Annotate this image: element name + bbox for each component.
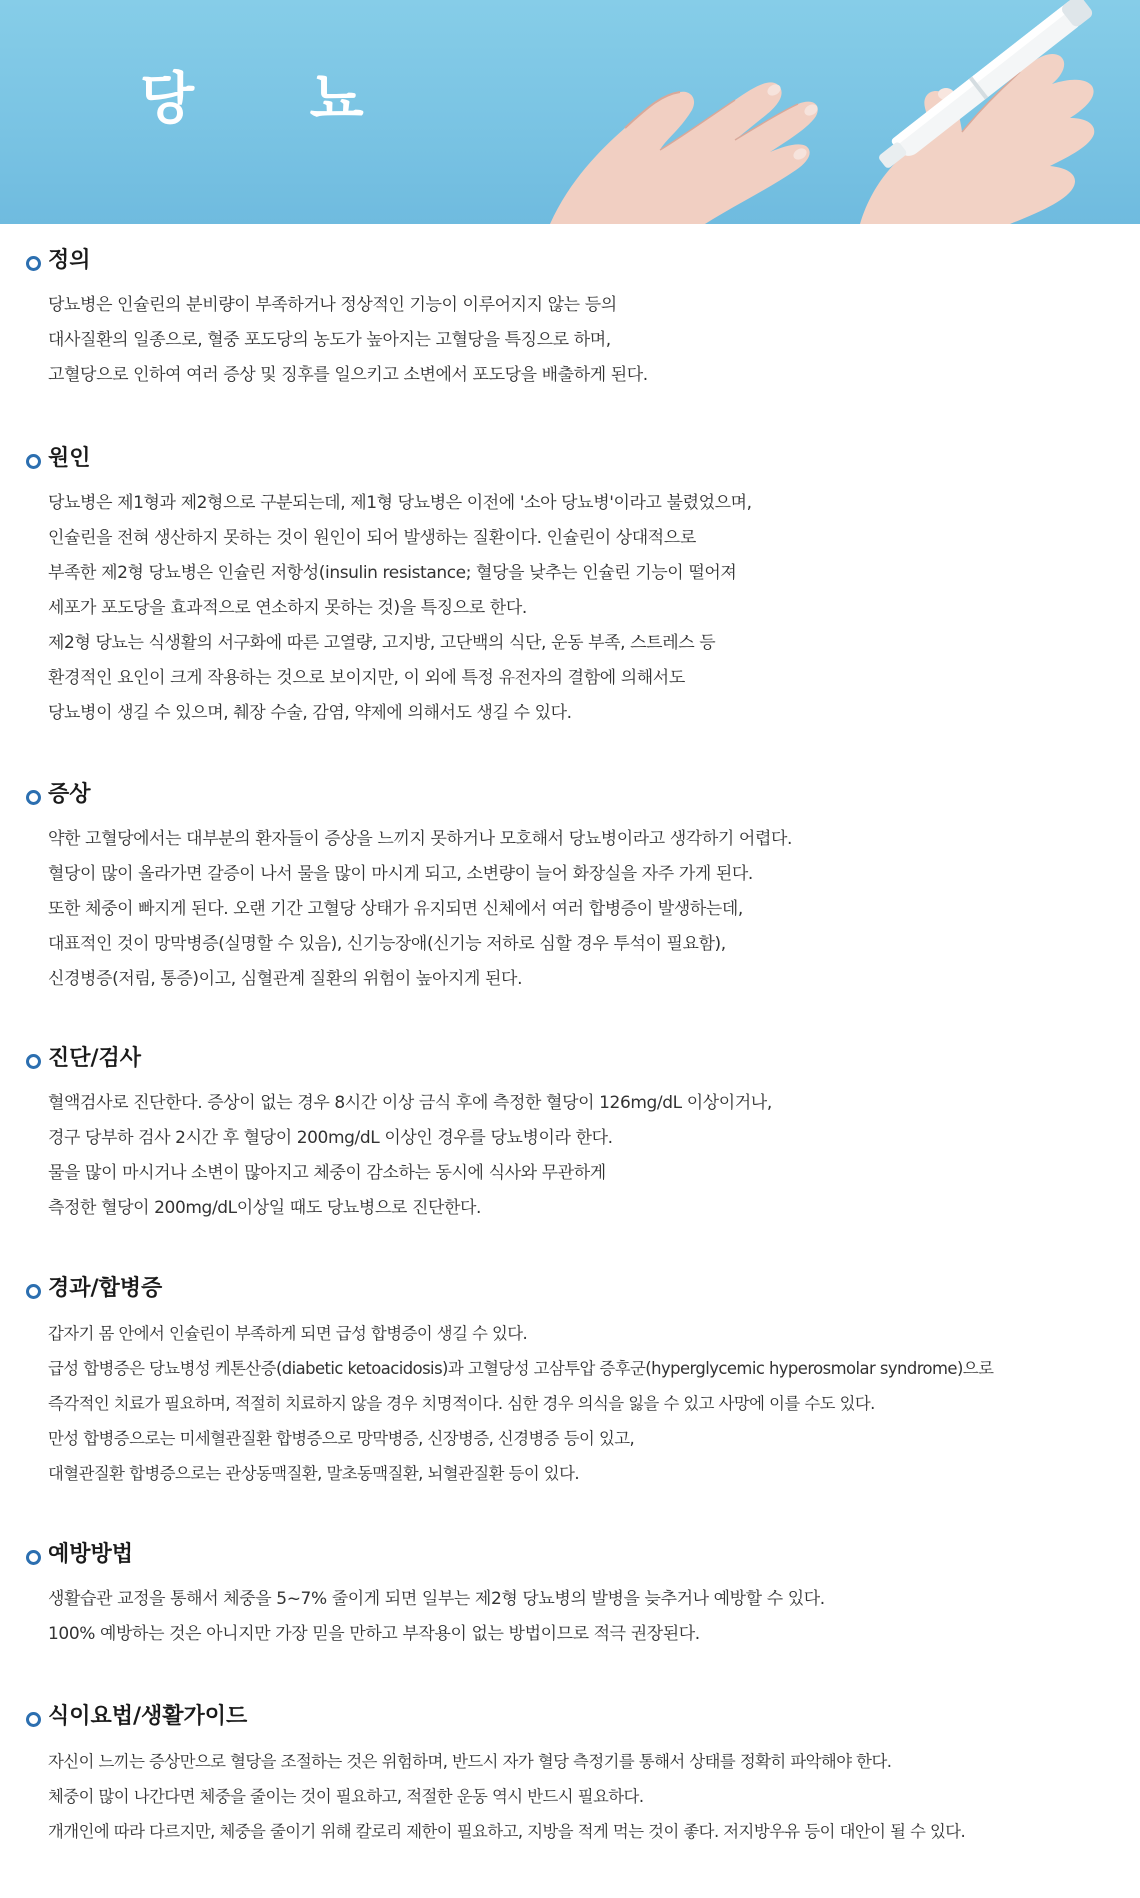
text-line: 갑자기 몸 안에서 인슐린이 부족하게 되면 급성 합병증이 생길 수 있다.	[48, 1324, 528, 1343]
section-heading	[0, 1702, 1140, 1736]
text-line: 당뇨병은 제1형과 제2형으로 구분되는데, 제1형 당뇨병은 이전에 '소아 당뇨병'이라고 불렸었으며,	[48, 493, 752, 513]
text-line: 급성 합병증은 당뇨병성 케톤산증(diabetic ketoacidosis)과 고혈당성 고삼투압 증후군(hyperglycemic hyperosmolar syndrome)으로	[48, 1359, 994, 1378]
section-heading	[0, 444, 1140, 478]
text-line: 또한 체중이 빠지게 된다. 오랜 기간 고혈당 상태가 유지되면 신체에서 여러 합병증이 발생하는데,	[48, 899, 743, 919]
section-text	[0, 1316, 1140, 1491]
text-line: 당뇨병이 생길 수 있으며, 췌장 수술, 감염, 약제에 의해서도 생길 수 있다.	[48, 703, 572, 723]
section-diet-lifestyle-guide	[0, 1702, 1140, 1849]
text-line: 경구 당부하 검사 2시간 후 혈당이 200mg/dL 이상인 경우를 당뇨병이라 한다.	[48, 1128, 613, 1148]
text-line: 생활습관 교정을 통해서 체중을 5~7% 줄이게 되면 일부는 제2형 당뇨병의 발병을 늦추거나 예방할 수 있다.	[48, 1589, 825, 1609]
text-line: 개개인에 따라 다르지만, 체중을 줄이기 위해 칼로리 제한이 필요하고, 지방을 적게 먹는 것이 좋다. 저지방우유 등이 대안이 될 수 있다.	[48, 1822, 966, 1841]
section-text	[0, 1086, 1140, 1226]
hands-glucose-lancet-illustration	[530, 0, 1140, 224]
circle-bullet-icon	[26, 1712, 41, 1727]
text-line: 약한 고혈당에서는 대부분의 환자들이 증상을 느끼지 못하거나 모호해서 당뇨병이라고 생각하기 어렵다.	[48, 829, 792, 849]
text-line: 인슐린을 전혀 생산하지 못하는 것이 원인이 되어 발생하는 질환이다. 인슐린이 상대적으로	[48, 528, 696, 548]
section-heading	[0, 246, 1140, 280]
circle-bullet-icon	[26, 1284, 41, 1299]
section-text	[0, 1744, 1140, 1849]
section-heading	[0, 1044, 1140, 1078]
text-line: 대혈관질환 합병증으로는 관상동맥질환, 말초동맥질환, 뇌혈관질환 등이 있다.	[48, 1464, 580, 1483]
section-text	[0, 486, 1140, 731]
section-prevention	[0, 1540, 1140, 1652]
section-text	[0, 822, 1140, 997]
text-line: 고혈당으로 인하여 여러 증상 및 징후를 일으키고 소변에서 포도당을 배출하게 된다.	[48, 365, 648, 385]
circle-bullet-icon	[26, 256, 41, 271]
text-line: 체중이 많이 나간다면 체중을 줄이는 것이 필요하고, 적절한 운동 역시 반드시 필요하다.	[48, 1787, 644, 1806]
text-line: 부족한 제2형 당뇨병은 인슐린 저항성(insulin resistance; 혈당을 낮추는 인슐린 기능이 떨어져	[48, 563, 737, 583]
text-line: 만성 합병증으로는 미세혈관질환 합병증으로 망막병증, 신장병증, 신경병증 등이 있고,	[48, 1429, 635, 1448]
hero-banner	[0, 0, 1140, 224]
text-line: 혈액검사로 진단한다. 증상이 없는 경우 8시간 이상 금식 후에 측정한 혈당이 126mg/dL 이상이거나,	[48, 1093, 772, 1113]
text-line: 물을 많이 마시거나 소변이 많아지고 체중이 감소하는 동시에 식사와 무관하게	[48, 1163, 606, 1183]
section-symptoms	[0, 780, 1140, 997]
text-line: 대표적인 것이 망막병증(실명할 수 있음), 신기능장애(신기능 저하로 심할 경우 투석이 필요함),	[48, 934, 726, 954]
text-line: 당뇨병은 인슐린의 분비량이 부족하거나 정상적인 기능이 이루어지지 않는 등의	[48, 295, 617, 315]
section-title: 예방방법	[48, 1542, 134, 1567]
section-complications	[0, 1274, 1140, 1491]
section-text	[0, 1582, 1140, 1652]
section-cause	[0, 444, 1140, 731]
section-title: 경과/합병증	[48, 1276, 163, 1301]
circle-bullet-icon	[26, 454, 41, 469]
text-line: 제2형 당뇨는 식생활의 서구화에 따른 고열량, 고지방, 고단백의 식단, 운동 부족, 스트레스 등	[48, 633, 716, 653]
circle-bullet-icon	[26, 790, 41, 805]
circle-bullet-icon	[26, 1550, 41, 1565]
section-heading	[0, 1274, 1140, 1308]
text-line: 혈당이 많이 올라가면 갈증이 나서 물을 많이 마시게 되고, 소변량이 늘어 화장실을 자주 가게 된다.	[48, 864, 753, 884]
section-heading	[0, 780, 1140, 814]
text-line: 자신이 느끼는 증상만으로 혈당을 조절하는 것은 위험하며, 반드시 자가 혈당 측정기를 통해서 상태를 정확히 파악해야 한다.	[48, 1752, 892, 1771]
text-line: 즉각적인 치료가 필요하며, 적절히 치료하지 않을 경우 치명적이다. 심한 경우 의식을 잃을 수 있고 사망에 이를 수도 있다.	[48, 1394, 875, 1413]
text-line: 환경적인 요인이 크게 작용하는 것으로 보이지만, 이 외에 특정 유전자의 결함에 의해서도	[48, 668, 685, 688]
section-text	[0, 288, 1140, 393]
text-line: 대사질환의 일종으로, 혈중 포도당의 농도가 높아지는 고혈당을 특징으로 하며,	[48, 330, 611, 350]
section-title: 진단/검사	[48, 1046, 142, 1071]
text-line: 100% 예방하는 것은 아니지만 가장 믿을 만하고 부작용이 없는 방법이므로 적극 권장된다.	[48, 1624, 700, 1644]
section-definition	[0, 246, 1140, 393]
circle-bullet-icon	[26, 1054, 41, 1069]
section-heading	[0, 1540, 1140, 1574]
section-title: 증상	[48, 782, 91, 807]
section-diagnosis	[0, 1044, 1140, 1226]
text-line: 측정한 혈당이 200mg/dL이상일 때도 당뇨병으로 진단한다.	[48, 1198, 482, 1218]
text-line: 세포가 포도당을 효과적으로 연소하지 못하는 것)을 특징으로 한다.	[48, 598, 527, 618]
section-title: 식이요법/생활가이드	[48, 1704, 248, 1729]
section-title: 정의	[48, 248, 91, 273]
section-title: 원인	[48, 446, 91, 471]
text-line: 신경병증(저림, 통증)이고, 심혈관계 질환의 위험이 높아지게 된다.	[48, 969, 523, 989]
page-title: 당 뇨	[140, 67, 412, 132]
